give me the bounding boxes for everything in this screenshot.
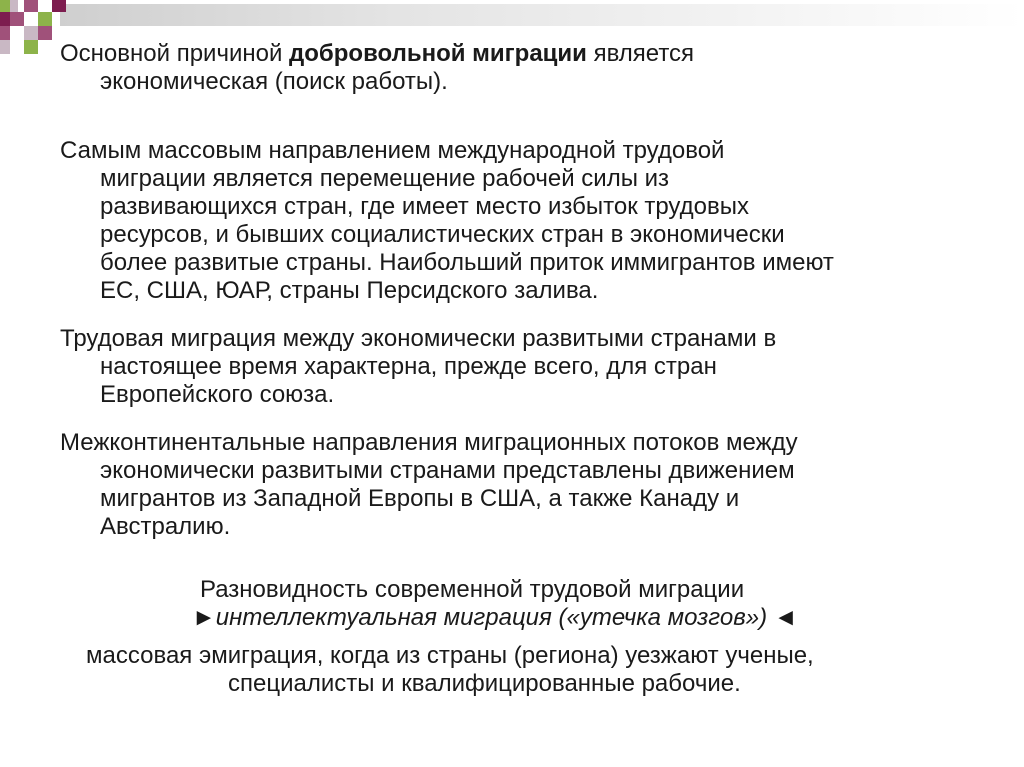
p1-text-c: является	[586, 40, 695, 67]
p2-line5: более развитые страны. Наибольший приток иммигрантов имеют	[100, 249, 834, 276]
deco-square	[0, 40, 10, 54]
right-pointer-icon: ►	[192, 604, 216, 631]
p3-line1: Трудовая миграция между экономически развитыми странами в	[60, 325, 777, 352]
paragraph-developed-countries	[60, 325, 776, 409]
deco-square	[24, 0, 38, 12]
mass-emigration-line2: специалисты и квалифицированные рабочие.	[228, 670, 741, 697]
p4-line3: мигрантов из Западной Европы в США, а также Канаду и	[100, 485, 740, 512]
deco-square	[0, 26, 10, 40]
deco-square	[38, 12, 52, 26]
deco-square	[0, 12, 10, 26]
paragraph-voluntary-migration	[60, 40, 694, 96]
deco-square	[24, 26, 38, 40]
p4-line1: Межконтинентальные направления миграционных потоков между	[60, 429, 798, 456]
p2-line1: Самым массовым направлением международной трудовой	[60, 137, 725, 164]
deco-square	[10, 12, 24, 26]
p1-bold-term: добровольной миграции	[289, 40, 587, 67]
p1-text-a: Основной причиной	[60, 40, 290, 67]
p1-line2: экономическая (поиск работы).	[100, 68, 448, 95]
p4-line4: Австралию.	[100, 513, 231, 540]
p2-line2: миграции является перемещение рабочей силы из	[100, 165, 670, 192]
p3-line2: настоящее время характерна, прежде всего, для стран	[100, 353, 717, 380]
p2-line6: ЕС, США, ЮАР, страны Персидского залива.	[100, 277, 599, 304]
mass-emigration-line1: массовая эмиграция, когда из страны (региона) уезжают ученые,	[86, 642, 814, 669]
deco-square	[0, 0, 10, 12]
brain-drain-text: интеллектуальная миграция («утечка мозгов»)	[215, 604, 768, 631]
p2-line3: развивающихся стран, где имеет место избыток трудовых	[100, 193, 749, 220]
p1-line1	[60, 40, 694, 68]
deco-square	[52, 0, 66, 12]
header-gradient-bar	[60, 4, 1024, 26]
brain-drain-line	[192, 604, 798, 632]
deco-square	[24, 40, 38, 54]
migration-types-title: Разновидность современной трудовой миграции	[200, 576, 745, 603]
paragraph-mass-direction	[60, 137, 834, 305]
p3-line3: Европейского союза.	[100, 381, 335, 408]
deco-square	[38, 26, 52, 40]
p2-line4: ресурсов, и бывших социалистических стран в экономически	[100, 221, 785, 248]
left-pointer-icon: ◄	[773, 604, 798, 631]
paragraph-intercontinental	[60, 429, 798, 541]
deco-square	[10, 0, 18, 12]
p4-line2: экономически развитыми странами представлены движением	[100, 457, 795, 484]
